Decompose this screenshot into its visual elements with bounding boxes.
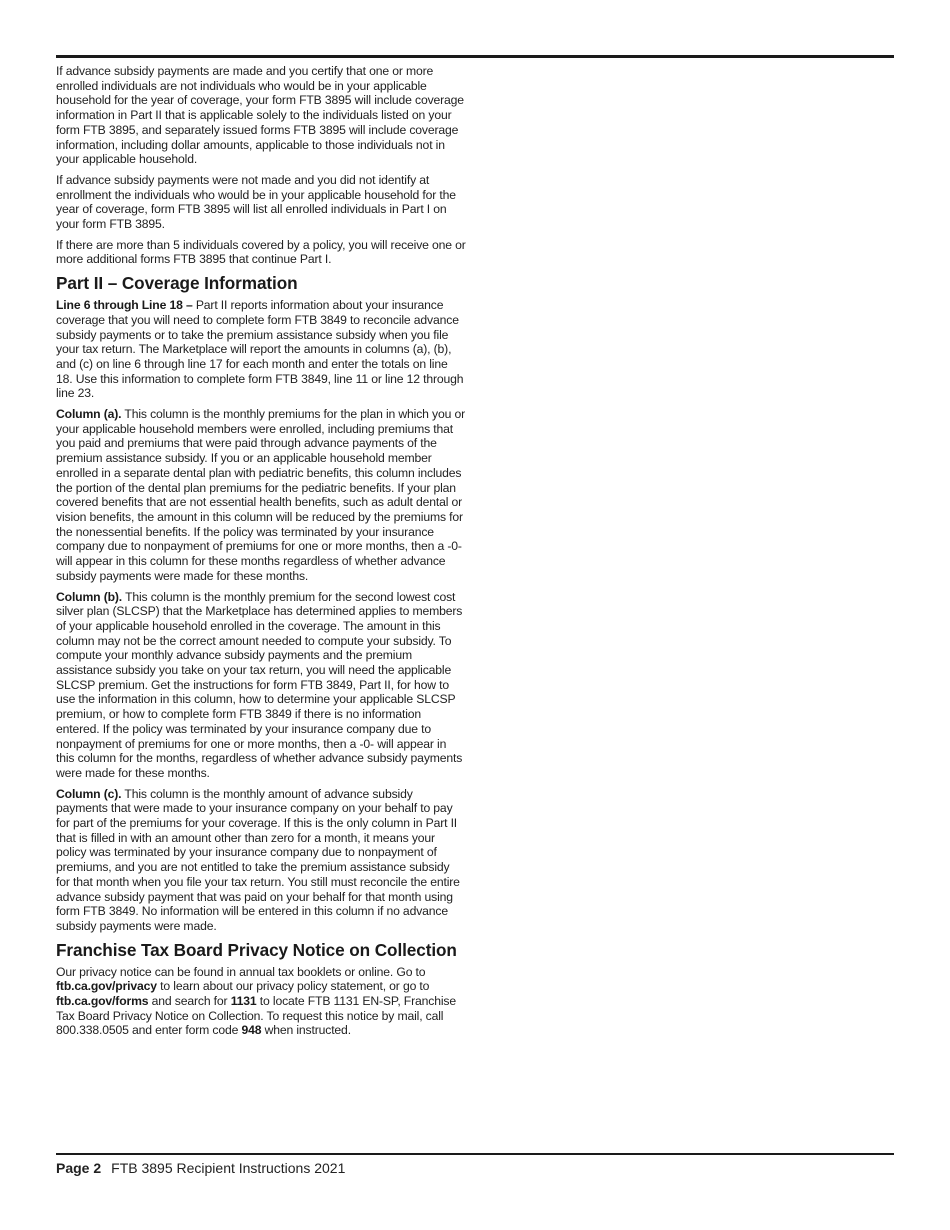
top-rule bbox=[56, 55, 894, 58]
column-a-label: Column (a). bbox=[56, 407, 122, 422]
part2-heading: Part II – Coverage Information bbox=[56, 273, 298, 294]
column-b-text: This column is the monthly premium for the second lowest cost silver plan (SLCSP) that the Marketplace has determined applies to members of your applicable household enrolled in the coverage. The amount in this column may not be the correct amount needed to compute your subsidy. To compute your monthly advance subsidy payments and the premium assistance subsidy you take on your tax return, you will need the applicable SLCSP premium. Get the instructions for form FTB 3849, Part II, for how to use the information in this column, how to determine your applicable SLCSP premium, or how to complete form FTB 3849 if there is no information entered. If the policy was terminated by your insurance company due to nonpayment of premiums for one or more months, then a -0- will appear in this column for the months, regardless of whether advance subsidy payments were made for these months. bbox=[56, 589, 463, 780]
column-c-label: Column (c). bbox=[56, 786, 122, 801]
form-code-948: 948 bbox=[241, 1023, 262, 1038]
column-b-paragraph bbox=[56, 590, 466, 781]
column-b-label: Column (b). bbox=[56, 589, 123, 604]
column-a-paragraph bbox=[56, 407, 466, 583]
forms-link[interactable]: ftb.ca.gov/forms bbox=[56, 994, 149, 1009]
column-c-paragraph bbox=[56, 787, 466, 934]
privacy-link[interactable]: ftb.ca.gov/privacy bbox=[56, 979, 157, 994]
privacy-text-3: and search for bbox=[148, 994, 231, 1009]
form-code-1131: 1131 bbox=[230, 994, 257, 1009]
column-c-text: This column is the monthly amount of advance subsidy payments that were made to your insurance company on your behalf to pay for part of the premiums for your coverage. If this is the only column in Part II that is filled in with an amount other than zero for a month, it means your policy was terminated by your insurance company due to nonpayment of premiums, and you are not entitled to take the premium assistance subsidy for that month when you file your tax return. You still must reconcile the entire advance subsidy payment that was paid on your behalf for that month using form FTB 3849. No information will be entered in this column if no advance subsidy payments were made. bbox=[56, 786, 460, 933]
privacy-text-5: when instructed. bbox=[261, 1023, 351, 1038]
line6-paragraph bbox=[56, 298, 466, 401]
privacy-text-2: to learn about our privacy policy statement, or go to bbox=[156, 979, 430, 994]
privacy-heading: Franchise Tax Board Privacy Notice on Collection bbox=[56, 939, 457, 960]
privacy-text-1: Our privacy notice can be found in annual tax booklets or online. Go to bbox=[56, 964, 426, 979]
intro-paragraph-3: If there are more than 5 individuals covered by a policy, you will receive one or more additional forms FTB 3895 that continue Part I. bbox=[56, 237, 466, 267]
line6-text: Part II reports information about your insurance coverage that you will need to complete form FTB 3849 to reconcile advance subsidy payments or to take the premium assistance subsidy when you file your tax return. The Marketplace will report the amounts in columns (a), (b), and (c) on line 6 through line 17 for each month and enter the totals on line 18. Use this information to complete form FTB 3849, line 11 or line 12 through line 23. bbox=[56, 298, 464, 401]
column-a-text: This column is the monthly premiums for the plan in which you or your applicable household members were enrolled, including premiums that you paid and premiums that were paid through advance payments of the premium assistance subsidy. If you or an applicable household member enrolled in a separate dental plan with pediatric benefits, this column includes the portion of the dental plan premiums for the pediatric benefits. If your plan covered benefits that are not essential health benefits, such as adult dental or vision benefits, the amount in this column will be reduced by the premiums for the nonessential benefits. If the policy was terminated by your insurance company due to nonpayment of premiums for one or more months, then a -0- will appear in this column for these months regardless of whether advance subsidy payments were made for these months. bbox=[56, 407, 466, 583]
footer-title: FTB 3895 Recipient Instructions 2021 bbox=[111, 1160, 346, 1176]
intro-paragraph-1: If advance subsidy payments are made and you certify that one or more enrolled individuals are not individuals who would be in your applicable household for the year of coverage, your form FTB 3895 will include coverage information in Part II that is applicable solely to the individuals listed on your form FTB 3895, and separately issued forms FTB 3895 will include coverage information, including dollar amounts, applicable to those individuals not in your applicable household. bbox=[56, 64, 464, 167]
intro-paragraph-2: If advance subsidy payments were not made and you did not identify at enrollment the individuals who would be in your applicable household for the year of coverage, form FTB 3895 will list all enrolled individuals in Part I on your form FTB 3895. bbox=[56, 172, 456, 232]
page-number: Page 2 bbox=[56, 1160, 102, 1176]
privacy-paragraph bbox=[56, 965, 466, 1039]
privacy-text-4: to locate FTB 1131 EN-SP, Franchise Tax Board Privacy Notice on Collection. To request this notice by mail, call 800.338.0505 and enter form code bbox=[56, 994, 456, 1038]
page-footer bbox=[56, 1159, 345, 1177]
line6-label: Line 6 through Line 18 – bbox=[56, 298, 193, 313]
main-column bbox=[56, 64, 466, 1044]
bottom-rule bbox=[56, 1153, 894, 1155]
